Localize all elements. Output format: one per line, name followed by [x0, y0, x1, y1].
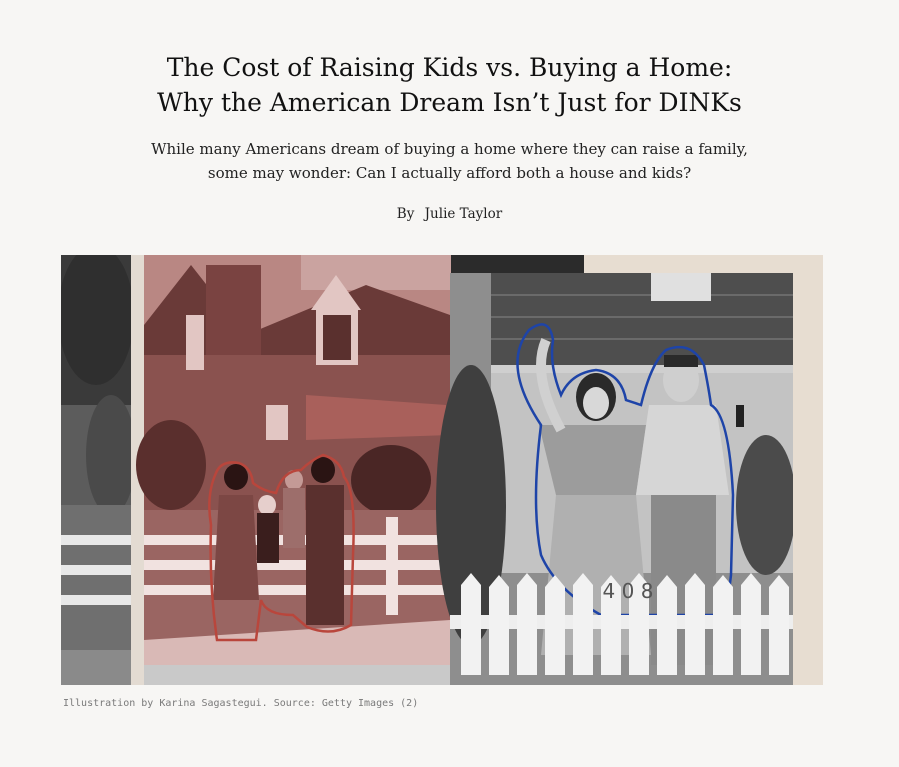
- byline-prefix: By: [396, 206, 415, 222]
- byline: [0, 206, 899, 222]
- image-caption: Illustration by Karina Sagastegui. Source: Getty Images (2): [63, 698, 419, 709]
- left-photo-family-house: [136, 255, 451, 665]
- dek-line-2: some may wonder: Can I actually afford both a house and kids?: [207, 164, 692, 182]
- title-line-2: Why the American Dream Isn’t Just for DINKs: [157, 88, 742, 117]
- house-number: 4 0 8: [602, 579, 654, 603]
- left-strip: [61, 255, 136, 685]
- article-title: [0, 50, 899, 120]
- author-link[interactable]: Julie Taylor: [424, 206, 503, 222]
- right-photo-couple: [436, 273, 796, 685]
- dek-line-1: While many Americans dream of buying a home where they can raise a family,: [151, 140, 748, 158]
- title-line-1: The Cost of Raising Kids vs. Buying a Home:: [166, 53, 733, 82]
- hero-illustration: [61, 255, 823, 685]
- article-dek: [0, 137, 899, 185]
